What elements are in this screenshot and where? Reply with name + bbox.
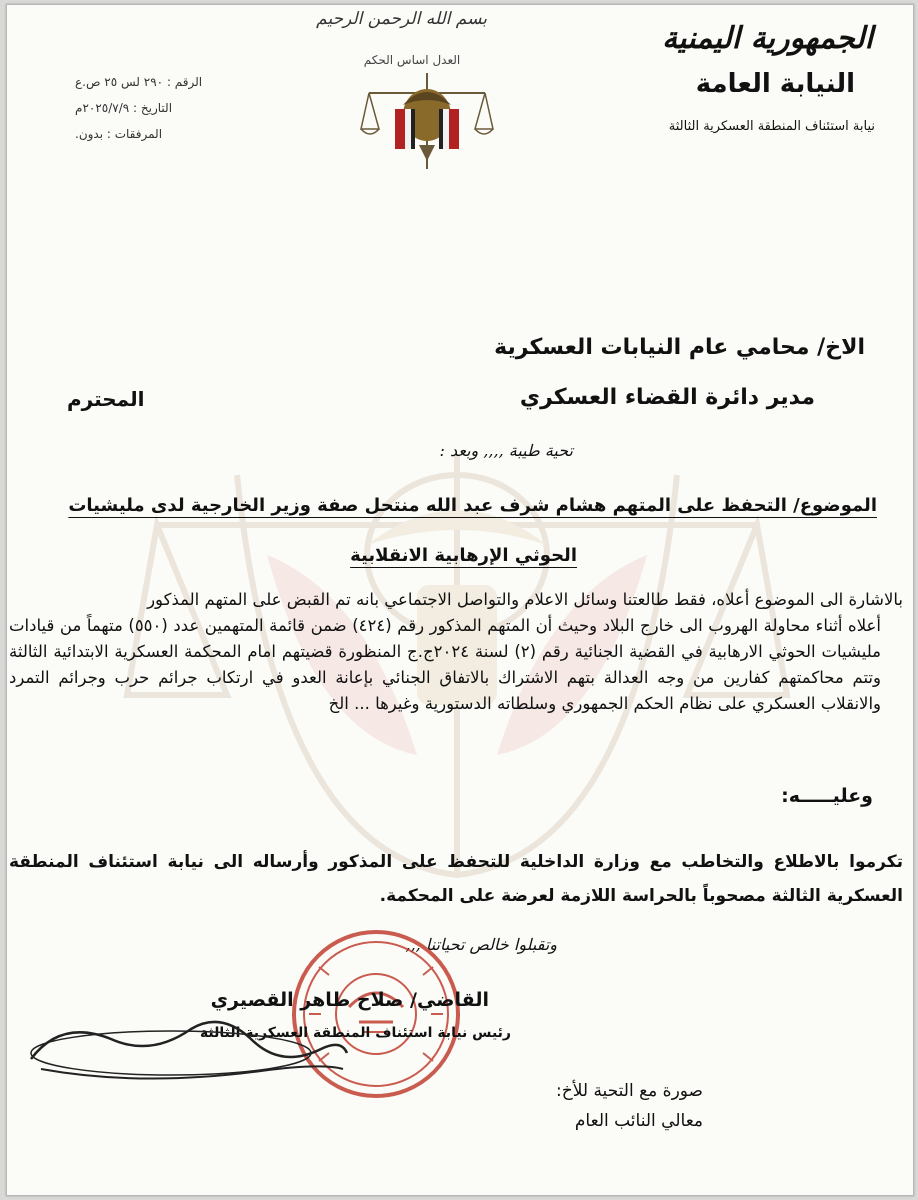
republic-heading: الجمهورية اليمنية bbox=[662, 21, 873, 56]
signatory-title: رئيس نيابة استئناف المنطقة العسكرية الثالثة bbox=[199, 1025, 511, 1041]
letter-body bbox=[9, 587, 903, 717]
reference-attachments: المرفقات : بدون. bbox=[75, 127, 163, 141]
body-paragraph: بالاشارة الى الموضوع أعلاه، فقط طالعتنا وسائل الاعلام والتواصل الاجتماعي بانه تم القبض على المتهم المذكور bbox=[147, 590, 903, 609]
copy-label: صورة مع التحية للأخ: bbox=[556, 1081, 703, 1101]
motto: العدل اساس الحكم bbox=[363, 53, 461, 67]
reference-number: الرقم : ٢٩٠ لس ٢٥ ص.ع bbox=[75, 75, 203, 89]
document-page bbox=[6, 4, 914, 1196]
therefore-label: وعليـــــه: bbox=[781, 785, 873, 807]
respected-label: المحترم bbox=[67, 387, 145, 411]
request-paragraph: تكرموا بالاطلاع والتخاطب مع وزارة الداخلية للتحفظ على المذكور وأرساله الى نيابة استئناف المنطقة العسكرية الثالثة مصحوباً بالحراسة اللازمة لعرضة على المحكمة. bbox=[9, 852, 903, 906]
addressee-line-2: مدير دائرة القضاء العسكري bbox=[519, 385, 815, 410]
prosecution-heading: النيابة العامة bbox=[695, 69, 855, 99]
handwritten-signature-icon bbox=[21, 1009, 351, 1089]
body-continuation: أعلاه أثناء محاولة الهروب الى خارج البلاد وحيث أن المتهم المذكور رقم (٤٢٤) ضمن قائمة المتهمين عدد (٥٥٠) متهماً من قيادات مليشيات الحوثي الارهابية في القضية الجنائية رقم (٢) لسنة ٢٠٢٤ج.ج المنظورة قضيتهم امام المحكمة العسكرية الابتدائية الثالثة وتتم محاكمتهم كفارين من وجه العدالة بتهم الاشتراك بالاتفاق الجنائي بإعانة العدو في ارتكاب جرائم حرب وجرائم التمرد والانقلاب العسكري على نظام الحكم الجمهوري وسلطاته الدستورية وغيرها ... الخ bbox=[9, 616, 882, 713]
yemen-emblem-scales-icon bbox=[359, 69, 495, 179]
office-subheading: نيابة استئناف المنطقة العسكرية الثالثة bbox=[668, 119, 875, 134]
greeting: تحية طيبة ,,,, وبعد : bbox=[439, 441, 573, 460]
closing-line: وتقبلوا خالص تحياتنا ,,, bbox=[405, 935, 557, 954]
subject-line-2: الحوثي الإرهابية الانقلابية bbox=[350, 545, 577, 566]
subject-line-1: الموضوع/ التحفظ على المتهم هشام شرف عبد الله منتحل صفة وزير الخارجية لدى مليشيات bbox=[68, 495, 877, 516]
copy-recipient: معالي النائب العام bbox=[574, 1111, 703, 1131]
signatory-name: القاضي/ صلاح طاهر القصيري bbox=[210, 989, 489, 1011]
basmala: بسم الله الرحمن الرحيم bbox=[316, 9, 487, 29]
reference-date: التاريخ : ٢٠٢٥/٧/٩م bbox=[75, 101, 173, 115]
addressee-line-1: الاخ/ محامي عام النيابات العسكرية bbox=[494, 335, 865, 360]
